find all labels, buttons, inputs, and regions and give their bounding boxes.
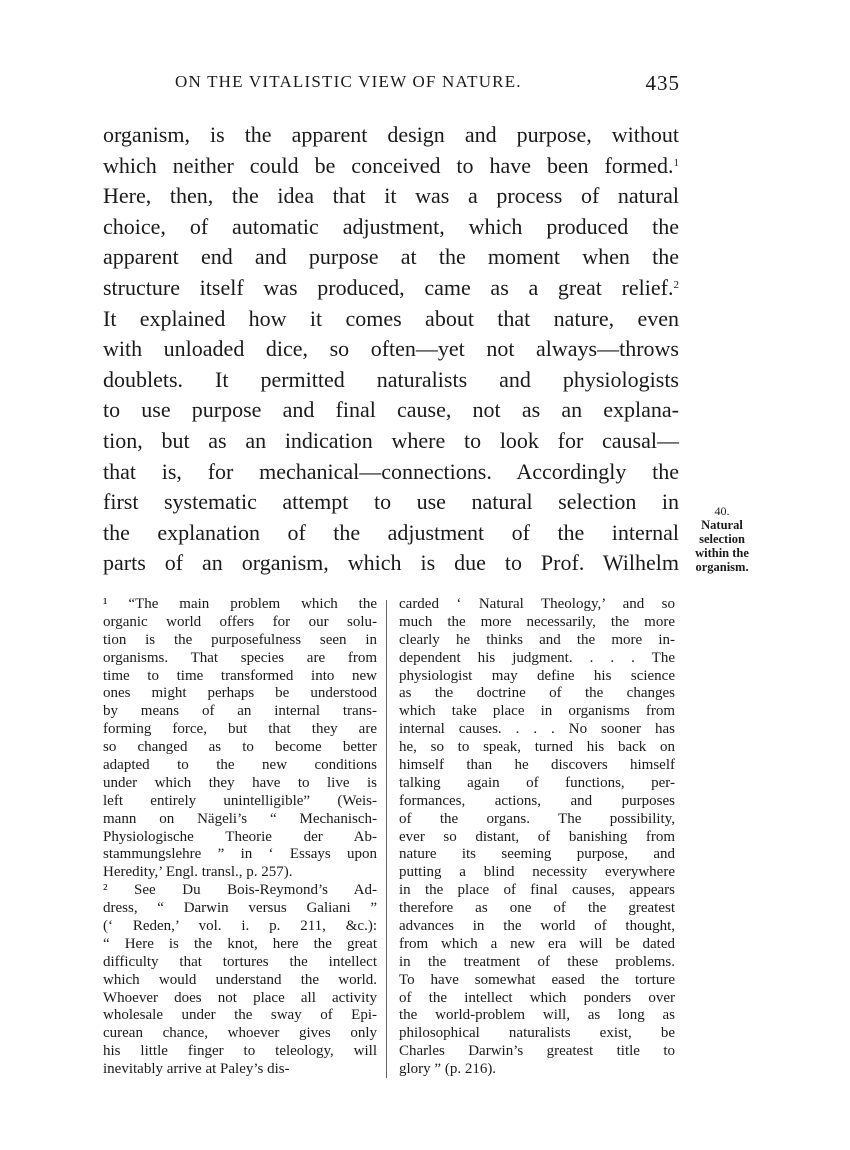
footnote-line: of the intellect which ponders over [399,989,675,1006]
footnote-line: from which a new era will be dated [399,935,675,952]
footnote-line: mann on Nägeli’s “ Mechanisch- [103,810,377,827]
margin-note-line: within the [695,546,749,560]
footnote-line: philosophical naturalists exist, be [399,1025,675,1042]
footnote-line: nature its seeming purpose, and [399,846,675,863]
margin-note-line: Natural [701,518,743,532]
body-line-text: with unloaded dice, so often—yet not always—throws [103,336,679,362]
footnote-line: by means of an internal trans- [103,703,377,720]
footnote-line: organic world offers for our solu- [103,613,377,630]
body-line-text: tion, but as an indication where to look for causal— [103,427,679,453]
footnote-line: ² See Du Bois-Reymond’s Ad- [103,882,377,899]
main-text [103,120,679,579]
body-line [103,487,679,518]
footnote-line: talking again of functions, per- [399,774,675,791]
footnote-line: dress, “ Darwin versus Galiani ” [103,900,377,917]
footnote-line: Physiologische Theorie der Ab- [103,828,377,845]
body-line [103,426,679,457]
body-line [103,548,679,579]
footnote-line: under which they have to live is [103,774,377,791]
footnote-line: glory ” (p. 216). [399,1061,497,1078]
footnote-line: ones might perhaps be understood [103,685,377,702]
body-line-text: It explained how it comes about that nature, even [103,305,679,331]
body-line [103,457,679,488]
footnote-line: clearly he thinks and the more in- [399,631,675,648]
body-line [103,151,679,182]
footnote-line: of the organs. The possibility, [399,810,675,827]
footnote-marker: 2 [673,278,679,291]
footnote-line: organisms. That species are from [103,649,377,666]
running-title: ON THE VITALISTIC VIEW OF NATURE. [175,72,522,91]
body-line [103,395,679,426]
body-line-text: to use purpose and final cause, not as an explana- [103,397,679,423]
footnote-line: in the treatment of these problems. [399,953,675,970]
footnotes-right-column [399,596,675,1079]
footnote-line: Heredity,’ Engl. transl., p. 257). [103,864,293,881]
footnote-line: forming force, but that they are [103,721,377,738]
footnote-line: much the more necessarily, the more [399,613,675,630]
footnote-line: formances, actions, and purposes [399,792,675,809]
footnote-line: adapted to the new conditions [103,757,377,774]
body-line-text: which neither could be conceived to have been formed. [103,152,674,178]
body-line [103,242,679,273]
footnote-line: which take place in organisms from [399,703,675,720]
footnote-line: ¹ “The main problem which the [103,596,377,612]
footnote-line: wholesale under the sway of Epi- [103,1007,377,1024]
footnote-line: physiologist may define his science [399,667,675,684]
footnote-line: which would understand the world. [103,971,377,988]
body-line-text: choice, of automatic adjustment, which produced the [103,213,679,239]
footnote-line: putting a blind necessity everywhere [399,864,675,881]
margin-note [686,504,758,574]
footnote-line: himself than he discovers himself [399,757,675,774]
margin-note-number: 40. [714,504,730,518]
footnote-line: internal causes. . . . No sooner has [399,721,675,738]
footnote-line: “ Here is the knot, here the great [103,935,377,952]
footnotes-left-column [103,596,377,1079]
body-line-text: that is, for mechanical—connections. Accordingly the [103,458,679,484]
body-line-text: apparent end and purpose at the moment when the [103,244,679,270]
body-line [103,518,679,549]
footnote-line: in the place of final causes, appears [399,882,675,899]
body-line [103,304,679,335]
footnote-line: inevitably arrive at Paley’s dis- [103,1061,290,1078]
footnote-line: carded ‘ Natural Theology,’ and so [399,596,675,612]
body-line-text: organism, is the apparent design and purpose, without [103,122,679,147]
footnote-line: advances in the world of thought, [399,918,675,935]
margin-note-line: organism. [695,560,749,574]
footnote-line: stammungslehre ” in ‘ Essays upon [103,846,377,863]
body-line [103,212,679,243]
column-divider [386,600,387,1078]
body-line [103,365,679,396]
footnote-line: therefore as one of the greatest [399,900,675,917]
body-line-text: parts of an organism, which is due to Prof. Wilhelm [103,550,679,576]
body-line [103,334,679,365]
footnote-line: (‘ Reden,’ vol. i. p. 211, &c.): [103,918,377,935]
footnote-line: tion is the purposefulness seen in [103,631,377,648]
body-line [103,120,679,151]
body-line-text: the explanation of the adjustment of the internal [103,519,679,545]
body-line [103,273,679,304]
footnote-line: Whoever does not place all activity [103,989,377,1006]
body-line [103,181,679,212]
footnote-line: curean chance, whoever gives only [103,1025,377,1042]
running-header [175,71,680,95]
footnote-line: time to time transformed into new [103,667,377,684]
footnote-marker: 1 [673,156,679,169]
footnote-line: the world-problem will, as long as [399,1007,675,1024]
footnote-line: To have somewhat eased the torture [399,971,675,988]
footnote-line: difficulty that tortures the intellect [103,953,377,970]
margin-note-line: selection [699,532,745,546]
footnote-line: dependent his judgment. . . . The [399,649,675,666]
footnote-line: Charles Darwin’s greatest title to [399,1043,675,1060]
footnote-line: as the doctrine of the changes [399,685,675,702]
footnote-line: his little finger to teleology, will [103,1043,377,1060]
body-line-text: Here, then, the idea that it was a process of natural [103,183,679,209]
body-line-text: first systematic attempt to use natural selection in [103,489,679,515]
footnote-line: he, so to speak, turned his back on [399,739,675,756]
footnote-line: so changed as to become better [103,739,377,756]
body-line-text: doublets. It permitted naturalists and physiologists [103,366,679,392]
body-line-text: structure itself was produced, came as a great relief. [103,274,674,300]
footnote-line: ever so distant, of banishing from [399,828,675,845]
footnote-line: left entirely unintelligible” (Weis- [103,792,377,809]
page-number: 435 [645,71,680,95]
